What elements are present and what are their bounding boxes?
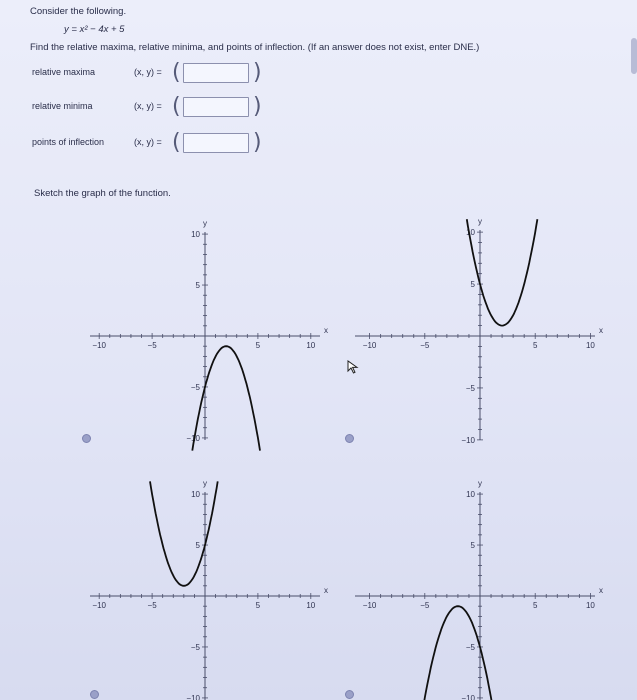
- relative-minima-label: relative minima: [32, 101, 93, 111]
- x-tick-label: 10: [585, 601, 595, 610]
- points-of-inflection-input[interactable]: [183, 133, 249, 153]
- relative-maxima-prefix: (x, y) =: [134, 67, 162, 77]
- y-axis-label: y: [478, 479, 482, 488]
- y-tick-label: 10: [466, 490, 475, 500]
- x-tick-label: 5: [255, 341, 261, 350]
- graph-option-c: [90, 470, 330, 700]
- x-tick-label: −5: [147, 341, 157, 350]
- relative-maxima-label: relative maxima: [32, 67, 96, 77]
- x-axis-label: x: [599, 326, 603, 335]
- relative-minima-prefix: (x, y) =: [134, 101, 162, 111]
- graph-option-d: [355, 470, 605, 700]
- y-axis-label: y: [203, 219, 207, 228]
- x-tick-label: 10: [306, 341, 316, 350]
- x-tick-label: 5: [532, 601, 538, 610]
- y-tick-label: 5: [470, 280, 475, 290]
- x-tick-label: 10: [306, 601, 316, 610]
- points-of-inflection-label: points of inflection: [32, 137, 105, 147]
- parabola-curve: [150, 481, 218, 585]
- x-tick-label: −10: [92, 601, 106, 610]
- x-tick-label: −5: [420, 601, 430, 610]
- right-paren: ): [253, 94, 262, 119]
- x-tick-label: 5: [532, 341, 538, 350]
- left-paren: (: [172, 94, 181, 119]
- y-axis-label: y: [478, 217, 482, 226]
- relative-minima-input[interactable]: [183, 97, 249, 117]
- x-tick-label: −10: [362, 341, 377, 350]
- x-tick-label: 10: [585, 341, 595, 350]
- y-tick-label: −5: [465, 383, 475, 393]
- radio-icon[interactable]: [345, 690, 354, 699]
- parabola-curve: [467, 219, 538, 325]
- right-paren: ): [253, 60, 262, 85]
- x-tick-label: 5: [255, 601, 261, 610]
- y-axis-label: y: [203, 479, 207, 488]
- y-tick-label: 10: [191, 230, 200, 240]
- y-tick-label: −10: [186, 433, 200, 443]
- y-tick-label: −5: [465, 642, 475, 652]
- y-tick-label: 5: [470, 541, 475, 551]
- x-axis-label: x: [324, 586, 328, 595]
- mouse-pointer-icon: [347, 360, 359, 374]
- graph-option-a: [90, 200, 330, 450]
- y-tick-label: 10: [466, 228, 475, 238]
- radio-icon[interactable]: [345, 434, 354, 443]
- parabola-curve: [192, 346, 260, 450]
- function-equation: y = x² − 4x + 5: [64, 24, 125, 35]
- graph-option-b: [355, 200, 605, 450]
- instruction-text: Find the relative maxima, relative minima, and points of inflection. (If an answer does not exist, enter DNE.): [30, 42, 480, 53]
- scrollbar-thumb[interactable]: [631, 38, 637, 74]
- prompt-text: Consider the following.: [30, 6, 127, 17]
- x-axis-label: x: [324, 326, 328, 335]
- x-tick-label: −5: [147, 601, 157, 610]
- y-tick-label: −5: [190, 642, 200, 652]
- y-tick-label: −10: [461, 435, 475, 445]
- y-tick-label: −5: [190, 382, 200, 392]
- relative-maxima-input[interactable]: [183, 63, 249, 83]
- parabola-curve: [423, 606, 494, 700]
- right-paren: ): [253, 130, 262, 155]
- y-tick-label: 5: [195, 541, 200, 551]
- x-tick-label: −10: [362, 601, 377, 610]
- sketch-prompt: Sketch the graph of the function.: [34, 188, 171, 199]
- y-tick-label: −10: [186, 693, 200, 700]
- points-of-inflection-prefix: (x, y) =: [134, 137, 162, 147]
- x-tick-label: −10: [92, 341, 106, 350]
- left-paren: (: [172, 130, 181, 155]
- left-paren: (: [172, 60, 181, 85]
- x-axis-label: x: [599, 586, 603, 595]
- radio-icon[interactable]: [90, 690, 99, 699]
- y-tick-label: −10: [461, 693, 475, 700]
- radio-icon[interactable]: [82, 434, 91, 443]
- x-tick-label: −5: [420, 341, 430, 350]
- y-tick-label: 5: [195, 281, 200, 291]
- y-tick-label: 10: [191, 490, 200, 500]
